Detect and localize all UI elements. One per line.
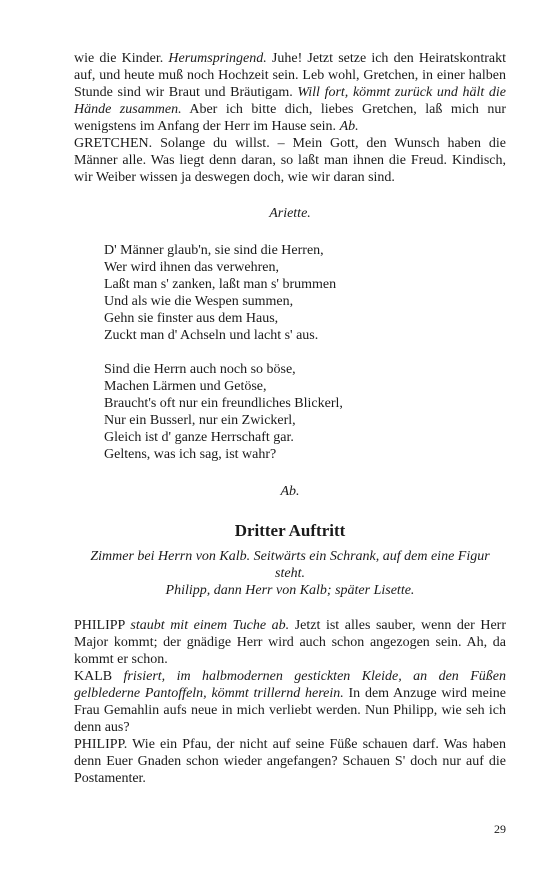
kalb-line (74, 668, 506, 736)
text-run: Juhe! Jetzt setze ich den Heiratskontrakt auf, und heute muß noch Hochzeit sein. Leb wohl, Gretchen, in einer halben Stunde sind wir Braut und Bräutigam. (74, 51, 507, 100)
text-run: In dem Anzuge wird meine Frau Gemahlin aufs neue in mich verliebt werden. Nun Philipp, wie seh ich denn aus? (74, 686, 506, 735)
stage-direction: Herumspringend. (168, 51, 267, 66)
verse-line: Gleich ist d' ganze Herrschaft gar. (104, 430, 294, 445)
text-run: wie die Kinder. (74, 51, 169, 66)
text-run: Jetzt ist alles sauber, wenn der Herr Major kommt; der gnädige Herr wird auch schon angezogen sein. Ah, da kommt er schon. (74, 618, 507, 667)
philipp-reply: PHILIPP. Wie ein Pfau, der nicht auf seine Füße schauen darf. Was haben denn Euer Gnaden schon wieder angefangen? Schauen S' doch nur auf die Postamenter. (74, 737, 506, 786)
stage-direction: staubt mit einem Tuche ab. (130, 618, 290, 633)
verse-line: Nur ein Busserl, nur ein Zwickerl, (104, 413, 296, 428)
verse-line: D' Männer glaub'n, sie sind die Herren, (104, 243, 324, 258)
philipp-line (74, 617, 506, 668)
verse-line: Zuckt man d' Achseln und lacht s' aus. (104, 328, 319, 343)
scene-heading: Dritter Auftritt (234, 521, 346, 540)
verse-line: Braucht's oft nur ein freundliches Blickerl, (104, 396, 343, 411)
verse-line: Gehn sie finster aus dem Haus, (104, 311, 279, 326)
verse-line: Wer wird ihnen das verwehren, (104, 260, 279, 275)
speaker-name: KALB (74, 669, 124, 684)
text-run: Aber ich bitte dich, liebes Gretchen, laß mich nur wenigstens im Anfang der Herr im Hause sein. (74, 102, 506, 134)
verse-line: Machen Lärmen und Getöse, (104, 379, 267, 394)
ariette-title: Ariette. (269, 206, 311, 221)
paragraph-continuation (74, 50, 506, 135)
stage-direction: Will fort, kömmt zurück und hält die Hände zusammen. (74, 85, 506, 117)
verse-stanza-1 (74, 242, 506, 344)
verse-line: Und als wie die Wespen summen, (104, 294, 294, 309)
setting-description: Zimmer bei Herrn von Kalb. Seitwärts ein Schrank, auf dem eine Figur steht. (90, 549, 490, 581)
stage-direction: frisiert, im halbmodernen gestickten Kleide, an den Füßen gelblederne Pantoffeln, kömmt trillernd herein. (74, 669, 506, 701)
setting-characters: Philipp, dann Herr von Kalb; später Lisette. (165, 583, 415, 598)
verse-line: Sind die Herrn auch noch so böse, (104, 362, 296, 377)
page-number: 29 (494, 822, 506, 836)
verse-line: Geltens, was ich sag, ist wahr? (104, 447, 277, 462)
verse-line: Laßt man s' zanken, laßt man s' brummen (104, 277, 337, 292)
page-body (74, 50, 506, 787)
gretchen-line: GRETCHEN. Solange du willst. – Mein Gott, den Wunsch haben die Männer alle. Was liegt denn daran, so laßt man ihnen die Freud. Kindisch, wir Weiber wissen ja deswegen doch, wie wir daran sind. (74, 136, 506, 185)
speaker-name: PHILIPP (74, 618, 131, 633)
stage-direction: Ab. (339, 119, 359, 134)
exit-direction: Ab. (280, 484, 300, 499)
verse-stanza-2 (74, 361, 506, 463)
scene-setting (74, 548, 506, 599)
